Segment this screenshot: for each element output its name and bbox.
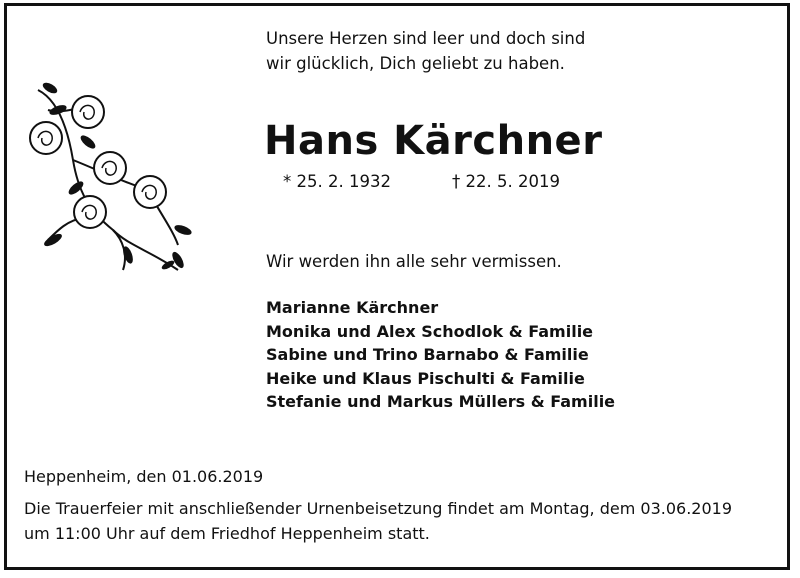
family-member: Heike und Klaus Pischulti & Familie [266, 368, 585, 388]
place-date: Heppenheim, den 01.06.2019 [24, 467, 264, 486]
death-date: † 22. 5. 2019 [452, 172, 560, 191]
family-member: Monika und Alex Schodlok & Familie [266, 321, 594, 341]
quote-line-1: Unsere Herzen sind leer und doch sind [266, 29, 586, 48]
family-member: Marianne Kärchner [266, 298, 439, 317]
birth-date: * 25. 2. 1932 [283, 172, 391, 191]
funeral-line-2: um 11:00 Uhr auf dem Friedhof Heppenheim statt. [24, 523, 430, 543]
funeral-line-1: Die Trauerfeier mit anschließender Urnenbeisetzung findet am Montag, dem 03.06.2019 [24, 499, 732, 518]
family-member: Stefanie und Markus Müllers & Familie [266, 392, 616, 411]
family-member: Sabine und Trino Barnabo & Familie [266, 345, 589, 364]
deceased-name: Hans Kärchner [264, 118, 603, 164]
quote-line-2: wir glücklich, Dich geliebt zu haben. [266, 54, 565, 73]
roses-illustration-icon [28, 70, 203, 275]
funeral-notice [24, 497, 732, 546]
quote [266, 26, 585, 76]
message: Wir werden ihn alle sehr vermissen. [266, 252, 562, 271]
family-list [266, 296, 615, 414]
